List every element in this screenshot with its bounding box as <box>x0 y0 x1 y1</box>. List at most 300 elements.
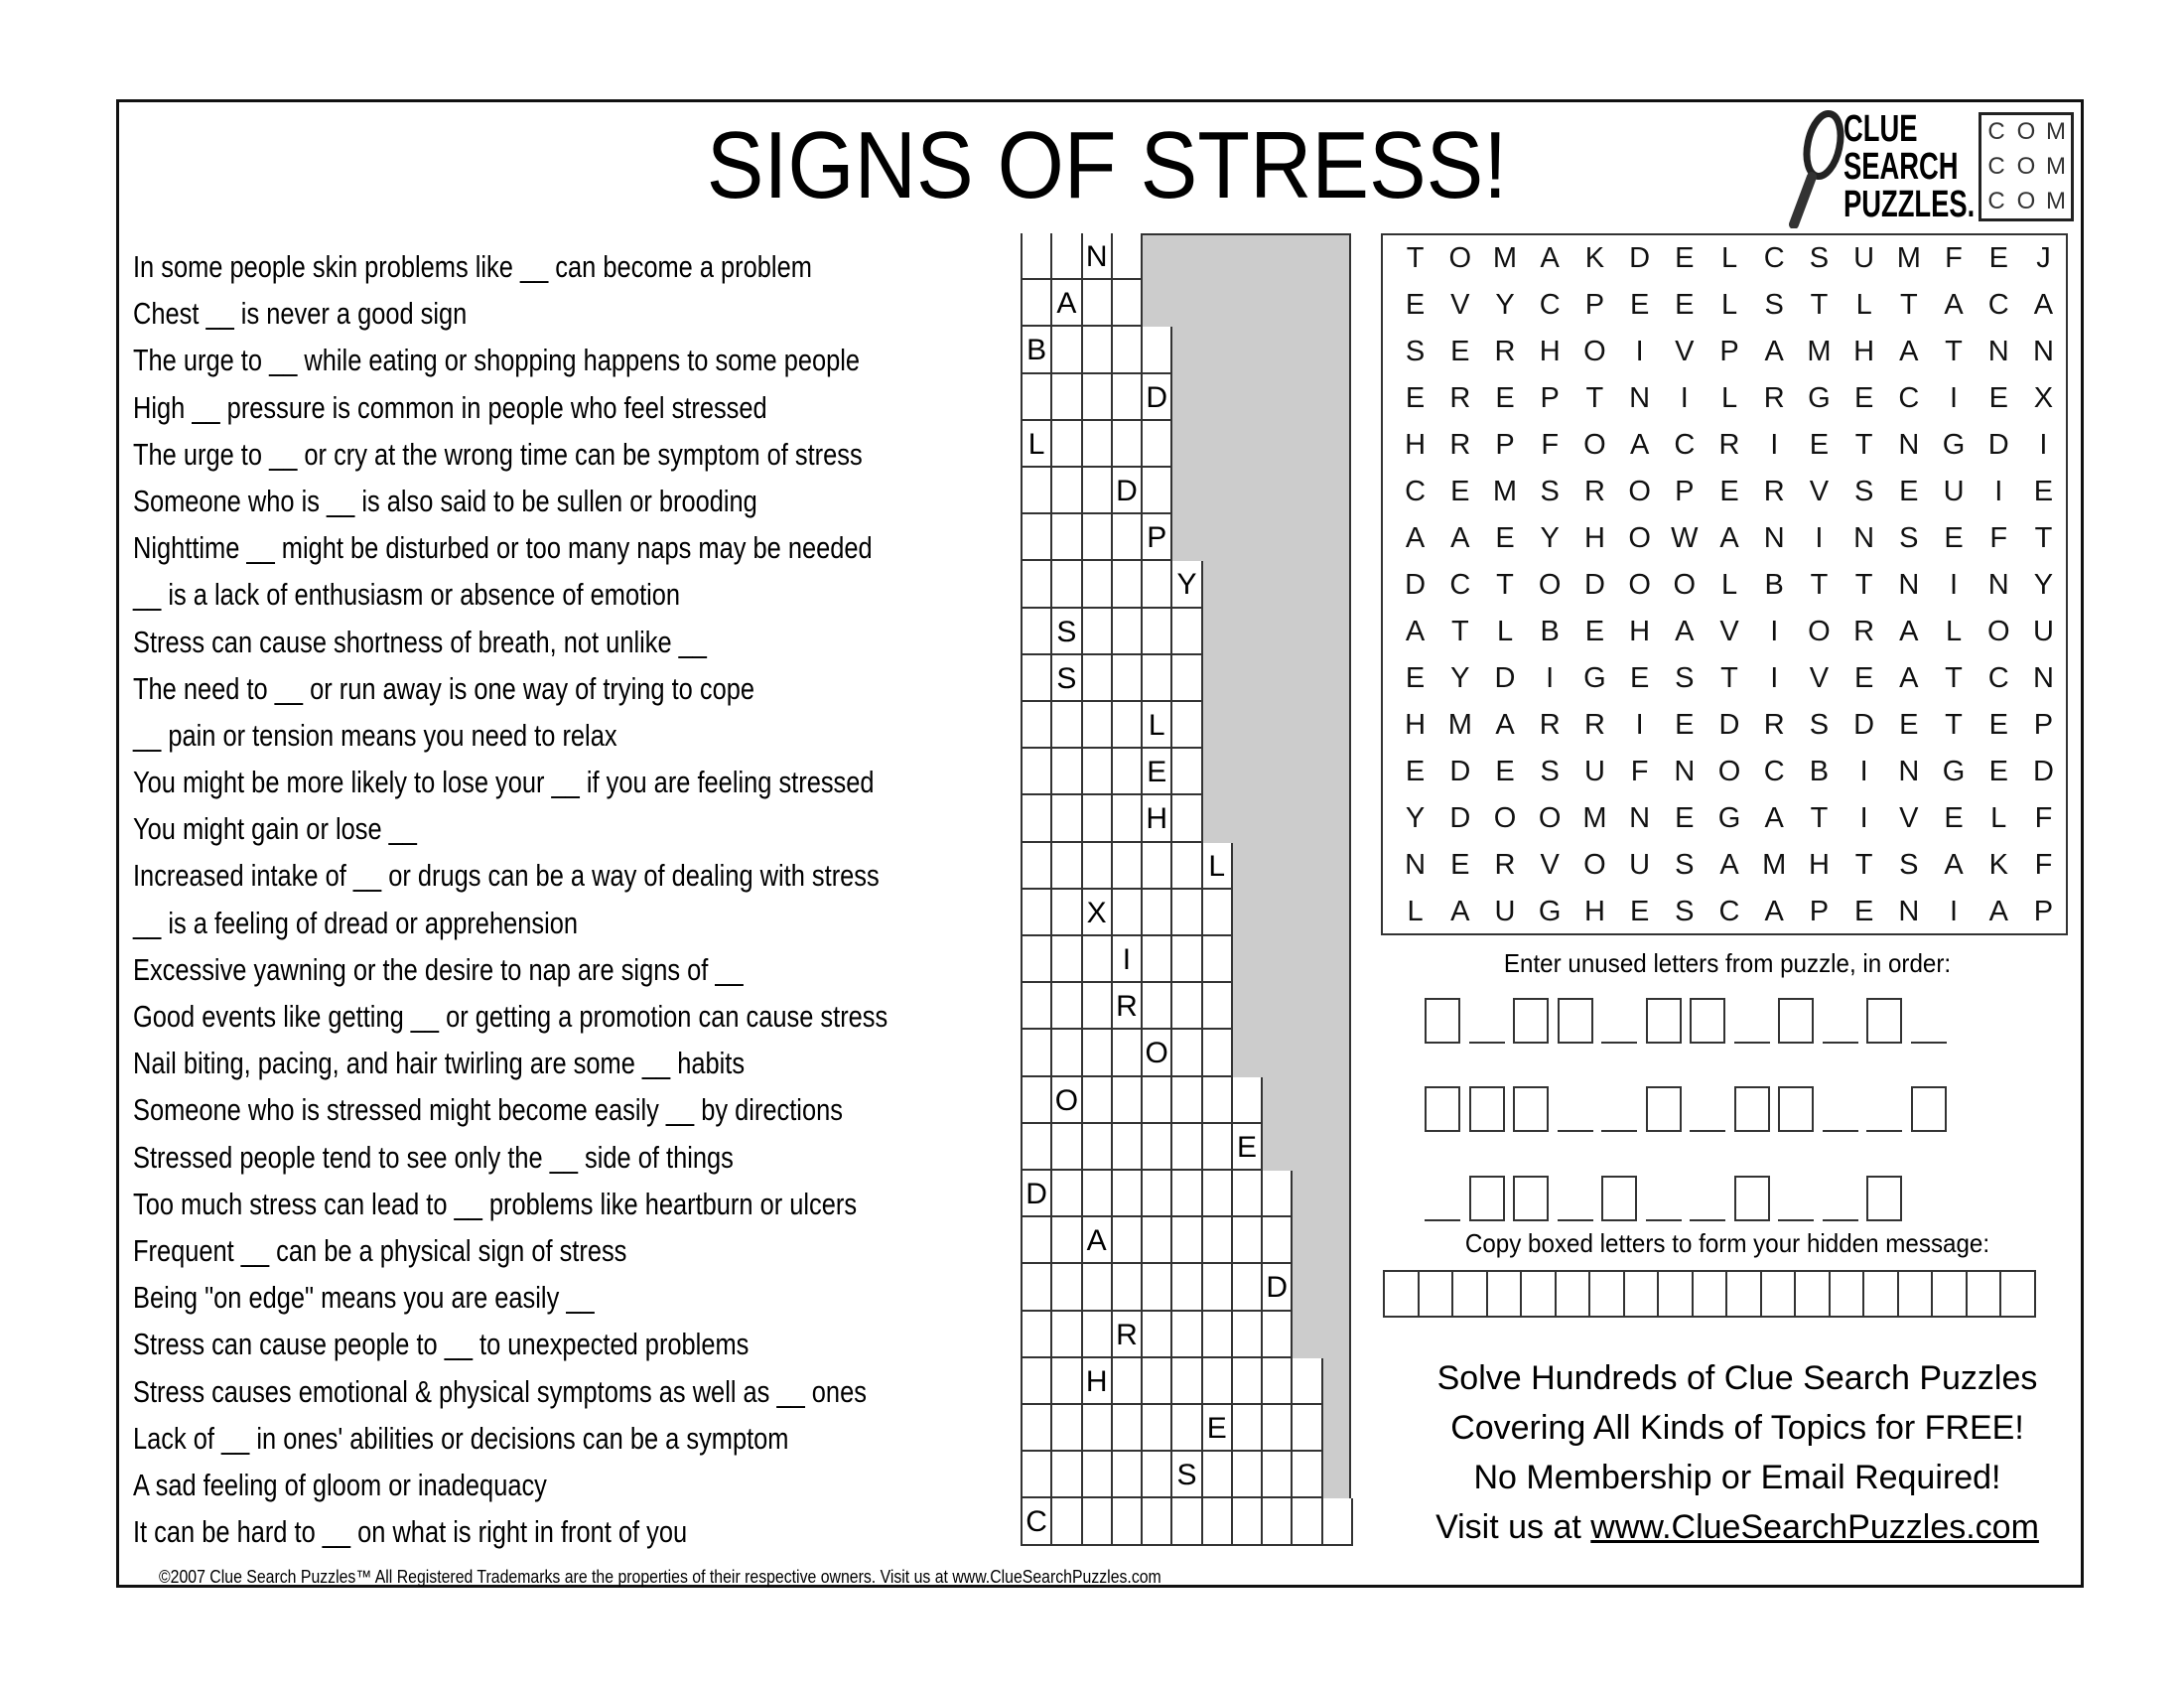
word-search-letter[interactable]: U <box>1629 849 1651 881</box>
answer-cell[interactable] <box>1233 1217 1263 1264</box>
word-search-letter[interactable]: A <box>1495 709 1515 741</box>
answer-cell[interactable] <box>1203 1077 1233 1124</box>
answer-cell[interactable] <box>1172 890 1202 936</box>
hidden-message-box[interactable] <box>1933 1272 1968 1316</box>
answer-cell[interactable] <box>1083 1077 1113 1124</box>
word-search-letter[interactable]: R <box>1583 709 1605 741</box>
answer-cell[interactable] <box>1083 1171 1113 1217</box>
word-search-letter[interactable]: V <box>1450 289 1470 321</box>
answer-cell[interactable] <box>1052 936 1082 983</box>
word-search-letter[interactable]: N <box>1898 429 1920 461</box>
answer-cell[interactable] <box>1143 890 1172 936</box>
answer-cell[interactable] <box>1203 1312 1233 1358</box>
word-search-letter[interactable]: E <box>1495 522 1515 554</box>
word-search-letter[interactable]: D <box>1494 662 1516 694</box>
boxed-letter-slot[interactable] <box>1558 998 1593 1044</box>
word-search-letter[interactable]: E <box>1809 429 1830 461</box>
word-search-letter[interactable]: R <box>1539 709 1561 741</box>
clue-search-logo[interactable] <box>1782 107 2082 228</box>
answer-cell[interactable] <box>1113 1264 1143 1311</box>
answer-cell[interactable]: I <box>1113 936 1143 983</box>
answer-cell[interactable] <box>1052 374 1082 421</box>
word-search-letter[interactable]: L <box>1407 896 1424 927</box>
answer-cell[interactable] <box>1023 936 1052 983</box>
answer-cell[interactable] <box>1023 1077 1052 1124</box>
answer-cell[interactable] <box>1023 749 1052 795</box>
word-search-letter[interactable]: E <box>1853 896 1874 927</box>
answer-cell[interactable] <box>1023 609 1052 655</box>
word-search-letter[interactable]: M <box>1447 709 1472 741</box>
word-search-letter[interactable]: T <box>1854 429 1873 461</box>
word-search-letter[interactable]: C <box>1987 289 2009 321</box>
word-search-letter[interactable]: F <box>2034 802 2053 834</box>
word-search-letter[interactable]: I <box>1635 336 1644 367</box>
hidden-message-box[interactable] <box>1385 1272 1420 1316</box>
word-search-letter[interactable]: R <box>1449 382 1471 414</box>
answer-cell[interactable] <box>1263 1358 1293 1405</box>
hidden-message-box[interactable] <box>1522 1272 1557 1316</box>
word-search-letter[interactable]: L <box>1720 289 1738 321</box>
word-search-letter[interactable]: M <box>1896 242 1921 274</box>
word-search-letter[interactable]: C <box>1718 896 1740 927</box>
answer-cell[interactable] <box>1203 983 1233 1030</box>
letter-blank[interactable] <box>1778 1176 1814 1221</box>
answer-cell[interactable] <box>1172 609 1202 655</box>
word-search-letter[interactable]: C <box>1449 569 1471 601</box>
letter-blank[interactable] <box>1823 1086 1858 1132</box>
word-search-letter[interactable]: W <box>1671 522 1699 554</box>
letter-blank[interactable] <box>1601 1086 1637 1132</box>
answer-cell[interactable] <box>1172 983 1202 1030</box>
word-search-letter[interactable]: T <box>1810 289 1829 321</box>
answer-cell[interactable] <box>1263 1217 1293 1264</box>
word-search-letter[interactable]: U <box>1494 896 1516 927</box>
word-search-letter[interactable]: I <box>1815 522 1824 554</box>
word-search-letter[interactable]: S <box>1405 336 1426 367</box>
answer-cell[interactable] <box>1052 1264 1082 1311</box>
word-search-letter[interactable]: N <box>1405 849 1427 881</box>
answer-cell[interactable] <box>1172 1171 1202 1217</box>
answer-cell[interactable] <box>1052 233 1082 280</box>
word-search-letter[interactable]: L <box>1990 802 2007 834</box>
word-search-letter[interactable]: G <box>1717 802 1741 834</box>
answer-cell[interactable]: O <box>1143 1030 1172 1076</box>
word-search-letter[interactable]: S <box>1675 662 1695 694</box>
answer-cell[interactable] <box>1052 1405 1082 1452</box>
word-search-letter[interactable]: R <box>1494 336 1516 367</box>
answer-cell[interactable] <box>1143 655 1172 702</box>
word-search-letter[interactable]: T <box>1720 662 1738 694</box>
hidden-message-box[interactable] <box>1694 1272 1728 1316</box>
word-search-letter[interactable]: E <box>1899 476 1919 507</box>
answer-cell[interactable] <box>1023 1124 1052 1171</box>
word-search-letter[interactable]: I <box>1635 709 1644 741</box>
word-search-letter[interactable]: U <box>1583 756 1605 787</box>
answer-cell[interactable] <box>1083 843 1113 890</box>
boxed-letter-slot[interactable] <box>1778 1086 1814 1132</box>
answer-cell[interactable] <box>1083 514 1113 561</box>
answer-cell[interactable] <box>1143 468 1172 514</box>
word-search-letter[interactable]: A <box>1405 522 1426 554</box>
word-search-letter[interactable]: B <box>1540 616 1560 647</box>
word-search-letter[interactable]: H <box>1405 709 1427 741</box>
word-search-letter[interactable]: A <box>2033 289 2054 321</box>
answer-cell[interactable] <box>1083 936 1113 983</box>
answer-cell[interactable]: P <box>1143 514 1172 561</box>
answer-cell[interactable] <box>1052 468 1082 514</box>
word-search-letter[interactable]: T <box>1945 709 1963 741</box>
answer-cell[interactable]: R <box>1113 983 1143 1030</box>
answer-cell[interactable] <box>1293 1452 1322 1498</box>
answer-cell[interactable] <box>1083 421 1113 468</box>
word-search-letter[interactable]: H <box>1583 522 1605 554</box>
word-search-letter[interactable]: O <box>1628 569 1651 601</box>
word-search-letter[interactable]: A <box>1540 242 1560 274</box>
hidden-message-box[interactable] <box>1831 1272 1865 1316</box>
word-search-letter[interactable]: F <box>1945 242 1963 274</box>
answer-cell[interactable] <box>1052 795 1082 842</box>
answer-cell[interactable] <box>1143 1124 1172 1171</box>
answer-cell[interactable] <box>1052 843 1082 890</box>
answer-cell[interactable] <box>1263 1452 1293 1498</box>
answer-cell[interactable] <box>1083 1452 1113 1498</box>
word-search-letter[interactable]: P <box>1584 289 1605 321</box>
answer-cell[interactable] <box>1083 327 1113 373</box>
answer-cell[interactable] <box>1203 1030 1233 1076</box>
word-search-letter[interactable]: T <box>1945 662 1963 694</box>
answer-cell[interactable] <box>1052 749 1082 795</box>
word-search-letter[interactable]: S <box>1540 476 1560 507</box>
answer-cell[interactable]: S <box>1172 1452 1202 1498</box>
answer-cell[interactable] <box>1143 1405 1172 1452</box>
word-search-letter[interactable]: O <box>1583 336 1606 367</box>
word-search-letter[interactable]: C <box>1763 242 1785 274</box>
answer-cell[interactable] <box>1233 1171 1263 1217</box>
answer-cell[interactable]: E <box>1203 1405 1233 1452</box>
answer-cell[interactable] <box>1083 609 1113 655</box>
letter-blank[interactable] <box>1558 1176 1593 1221</box>
boxed-letter-slot[interactable] <box>1911 1086 1947 1132</box>
word-search-letter[interactable]: O <box>1493 802 1517 834</box>
letter-blank[interactable] <box>1425 1176 1460 1221</box>
answer-cell[interactable]: B <box>1023 327 1052 373</box>
boxed-letter-slot[interactable] <box>1778 998 1814 1044</box>
hidden-message-box[interactable] <box>1899 1272 1934 1316</box>
word-search-letter[interactable]: A <box>1719 849 1739 881</box>
word-search-letter[interactable]: D <box>1853 709 1875 741</box>
word-search-letter[interactable]: K <box>1584 242 1605 274</box>
answer-cell[interactable]: O <box>1052 1077 1082 1124</box>
answer-cell[interactable] <box>1172 655 1202 702</box>
boxed-letter-slot[interactable] <box>1866 998 1902 1044</box>
boxed-letter-slot[interactable] <box>1513 1176 1549 1221</box>
answer-cell[interactable] <box>1233 1405 1263 1452</box>
word-search-letter[interactable]: E <box>1675 289 1695 321</box>
answer-cell[interactable] <box>1233 1077 1263 1124</box>
word-search-letter[interactable]: A <box>1944 849 1964 881</box>
answer-cell[interactable] <box>1143 936 1172 983</box>
word-search-letter[interactable]: T <box>1496 569 1514 601</box>
word-search-letter[interactable]: K <box>1988 849 2008 881</box>
answer-cell[interactable] <box>1203 1358 1233 1405</box>
word-search-letter[interactable]: V <box>1719 616 1739 647</box>
answer-cell[interactable] <box>1293 1498 1322 1545</box>
word-search-letter[interactable]: F <box>1541 429 1560 461</box>
word-search-letter[interactable]: P <box>1809 896 1830 927</box>
word-search-letter[interactable]: P <box>1495 429 1515 461</box>
answer-cell[interactable]: C <box>1023 1498 1052 1545</box>
word-search-letter[interactable]: A <box>1405 616 1426 647</box>
word-search-letter[interactable]: L <box>1720 382 1738 414</box>
word-search-letter[interactable]: N <box>1629 382 1651 414</box>
word-search-letter[interactable]: I <box>1680 382 1689 414</box>
answer-cell[interactable]: R <box>1113 1312 1143 1358</box>
word-search-letter[interactable]: H <box>1808 849 1830 881</box>
word-search-letter[interactable]: A <box>1675 616 1695 647</box>
answer-cell[interactable] <box>1083 795 1113 842</box>
answer-cell[interactable] <box>1113 280 1143 327</box>
answer-cell[interactable] <box>1143 1264 1172 1311</box>
word-search-letter[interactable]: R <box>1718 429 1740 461</box>
word-search-letter[interactable]: L <box>1720 569 1738 601</box>
word-search-letter[interactable]: L <box>1945 616 1963 647</box>
word-search-letter[interactable]: O <box>1448 242 1472 274</box>
answer-cell[interactable] <box>1172 1124 1202 1171</box>
word-search-letter[interactable]: M <box>1762 849 1787 881</box>
answer-cell[interactable]: H <box>1143 795 1172 842</box>
answer-cell[interactable] <box>1263 1405 1293 1452</box>
word-search-letter[interactable]: C <box>1539 289 1561 321</box>
word-search-letter[interactable]: A <box>1719 522 1739 554</box>
hidden-message-box[interactable] <box>1864 1272 1899 1316</box>
boxed-letter-slot[interactable] <box>1646 998 1682 1044</box>
answer-cell[interactable] <box>1023 374 1052 421</box>
word-search-letter[interactable]: A <box>1764 802 1784 834</box>
word-search-letter[interactable]: F <box>1630 756 1649 787</box>
letter-blank[interactable] <box>1690 1176 1725 1221</box>
word-search-letter[interactable]: I <box>2039 429 2048 461</box>
hidden-message-box[interactable] <box>1488 1272 1523 1316</box>
word-search-letter[interactable]: P <box>2033 896 2054 927</box>
word-search-letter[interactable]: I <box>1950 896 1959 927</box>
word-search-letter[interactable]: Y <box>1495 289 1515 321</box>
word-search-letter[interactable]: A <box>1944 289 1964 321</box>
answer-cell[interactable] <box>1233 1358 1263 1405</box>
letter-blank[interactable] <box>1866 1086 1902 1132</box>
answer-cell[interactable] <box>1172 1405 1202 1452</box>
word-search-letter[interactable]: M <box>1807 336 1832 367</box>
answer-cell[interactable] <box>1052 983 1082 1030</box>
answer-cell[interactable] <box>1203 1264 1233 1311</box>
answer-cell[interactable] <box>1203 1498 1233 1545</box>
word-search-letter[interactable]: D <box>1405 569 1427 601</box>
answer-cell[interactable] <box>1172 749 1202 795</box>
answer-cell[interactable] <box>1083 1312 1113 1358</box>
word-search-letter[interactable]: A <box>1899 662 1919 694</box>
word-search-letter[interactable]: E <box>1495 756 1515 787</box>
letter-blank[interactable] <box>1646 1176 1682 1221</box>
word-search-letter[interactable]: L <box>1720 242 1738 274</box>
hidden-message-box[interactable] <box>1590 1272 1625 1316</box>
answer-cell[interactable] <box>1052 421 1082 468</box>
word-search-letter[interactable]: V <box>1540 849 1560 881</box>
boxed-letter-slot[interactable] <box>1734 1176 1770 1221</box>
word-search-letter[interactable]: M <box>1492 476 1518 507</box>
word-search-letter[interactable]: E <box>1450 476 1470 507</box>
answer-cell[interactable] <box>1052 327 1082 373</box>
answer-cell[interactable] <box>1172 1312 1202 1358</box>
word-search-letter[interactable]: V <box>1809 662 1830 694</box>
word-search-letter[interactable]: E <box>1944 522 1964 554</box>
answer-cell[interactable] <box>1172 1217 1202 1264</box>
word-search-letter[interactable]: T <box>2034 522 2053 554</box>
answer-cell[interactable]: D <box>1113 468 1143 514</box>
boxed-letter-slot[interactable] <box>1425 998 1460 1044</box>
word-search-letter[interactable]: D <box>1449 756 1471 787</box>
answer-cell[interactable] <box>1023 1358 1052 1405</box>
word-search-letter[interactable]: A <box>1899 616 1919 647</box>
word-search-letter[interactable]: U <box>2032 616 2054 647</box>
word-search-letter[interactable]: C <box>1674 429 1696 461</box>
hidden-message-box[interactable] <box>1659 1272 1694 1316</box>
answer-cell[interactable] <box>1263 1171 1293 1217</box>
boxed-letter-slot[interactable] <box>1646 1086 1682 1132</box>
answer-cell[interactable] <box>1113 795 1143 842</box>
word-search-letter[interactable]: S <box>1675 896 1695 927</box>
answer-cell[interactable] <box>1172 795 1202 842</box>
word-search-letter[interactable]: U <box>1853 242 1875 274</box>
answer-cell[interactable] <box>1113 1171 1143 1217</box>
answer-cell[interactable]: N <box>1083 233 1113 280</box>
answer-cell[interactable] <box>1143 1498 1172 1545</box>
word-search-letter[interactable]: N <box>1898 896 1920 927</box>
hidden-message-box[interactable] <box>1727 1272 1762 1316</box>
word-search-letter[interactable]: R <box>1494 849 1516 881</box>
word-search-letter[interactable]: C <box>1405 476 1427 507</box>
answer-cell[interactable] <box>1113 327 1143 373</box>
word-search-letter[interactable]: C <box>1763 756 1785 787</box>
answer-cell[interactable] <box>1143 1077 1172 1124</box>
word-search-letter[interactable]: G <box>1583 662 1606 694</box>
word-search-letter[interactable]: H <box>1539 336 1561 367</box>
answer-cell[interactable] <box>1233 1312 1263 1358</box>
word-search-letter[interactable]: T <box>1899 289 1918 321</box>
answer-cell[interactable] <box>1052 890 1082 936</box>
answer-cell[interactable]: A <box>1052 280 1082 327</box>
word-search-letter[interactable]: S <box>1809 242 1830 274</box>
word-search-letter[interactable]: S <box>1809 709 1830 741</box>
answer-cell[interactable] <box>1023 1030 1052 1076</box>
letter-blank[interactable] <box>1734 998 1770 1044</box>
word-search-letter[interactable]: E <box>1853 662 1874 694</box>
word-search-letter[interactable]: R <box>1763 382 1785 414</box>
word-search-letter[interactable]: E <box>2033 476 2054 507</box>
answer-cell[interactable]: L <box>1023 421 1052 468</box>
word-search-letter[interactable]: O <box>1717 756 1741 787</box>
word-search-letter[interactable]: O <box>1628 476 1651 507</box>
answer-cell[interactable] <box>1083 1264 1113 1311</box>
answer-cell[interactable] <box>1023 890 1052 936</box>
hidden-message-box[interactable] <box>1557 1272 1591 1316</box>
word-search-letter[interactable]: S <box>1540 756 1560 787</box>
answer-cell[interactable] <box>1023 1452 1052 1498</box>
word-search-letter[interactable]: U <box>1943 476 1965 507</box>
answer-cell[interactable] <box>1233 1498 1263 1545</box>
answer-cell[interactable] <box>1113 890 1143 936</box>
word-search-letter[interactable]: T <box>1854 569 1873 601</box>
word-search-letter[interactable]: E <box>1629 289 1650 321</box>
answer-cell[interactable] <box>1143 327 1172 373</box>
answer-cell[interactable]: S <box>1052 609 1082 655</box>
word-search-letter[interactable]: H <box>1405 429 1427 461</box>
word-search-letter[interactable]: E <box>1675 709 1695 741</box>
word-search-letter[interactable]: M <box>1492 242 1518 274</box>
word-search-letter[interactable]: I <box>1994 476 2003 507</box>
answer-cell[interactable] <box>1203 1124 1233 1171</box>
answer-cell[interactable] <box>1023 1312 1052 1358</box>
answer-cell[interactable] <box>1083 468 1113 514</box>
answer-cell[interactable] <box>1113 1030 1143 1076</box>
answer-cell[interactable] <box>1113 374 1143 421</box>
answer-cell[interactable] <box>1113 561 1143 608</box>
word-search-letter[interactable]: E <box>1405 289 1426 321</box>
answer-cell[interactable] <box>1143 1358 1172 1405</box>
hidden-message-box[interactable] <box>1968 1272 2002 1316</box>
word-search-letter[interactable]: I <box>1546 662 1555 694</box>
answer-cell[interactable] <box>1083 983 1113 1030</box>
answer-cell[interactable] <box>1293 1405 1322 1452</box>
word-search-letter[interactable]: E <box>1450 849 1470 881</box>
answer-cell[interactable] <box>1263 1498 1293 1545</box>
answer-cell[interactable]: Y <box>1172 561 1202 608</box>
hidden-message-box[interactable] <box>1420 1272 1454 1316</box>
word-search-letter[interactable]: O <box>1673 569 1697 601</box>
answer-cell[interactable] <box>1113 1124 1143 1171</box>
answer-cell[interactable] <box>1233 1452 1263 1498</box>
word-search-letter[interactable]: Y <box>1405 802 1426 834</box>
answer-cell[interactable] <box>1083 702 1113 749</box>
word-search-letter[interactable]: A <box>1899 336 1919 367</box>
word-search-letter[interactable]: P <box>2033 709 2054 741</box>
answer-cell[interactable] <box>1083 749 1113 795</box>
word-search-letter[interactable]: R <box>1853 616 1875 647</box>
word-search-letter[interactable]: T <box>1945 336 1963 367</box>
answer-cell[interactable] <box>1113 1358 1143 1405</box>
answer-cell[interactable]: H <box>1083 1358 1113 1405</box>
answer-cell[interactable] <box>1023 1405 1052 1452</box>
answer-cell[interactable] <box>1113 749 1143 795</box>
boxed-letter-slot[interactable] <box>1469 1176 1505 1221</box>
answer-cell[interactable] <box>1052 1030 1082 1076</box>
word-search-letter[interactable]: N <box>1987 569 2009 601</box>
answer-cell[interactable] <box>1172 936 1202 983</box>
word-search-letter[interactable]: E <box>1450 336 1470 367</box>
word-search-letter[interactable]: O <box>1583 849 1606 881</box>
word-search-letter[interactable]: O <box>1628 522 1651 554</box>
word-search-letter[interactable]: T <box>1810 569 1829 601</box>
answer-cell[interactable] <box>1052 1124 1082 1171</box>
word-search-letter[interactable]: E <box>1405 382 1426 414</box>
boxed-letter-slot[interactable] <box>1690 998 1725 1044</box>
word-search-letter[interactable]: H <box>1583 896 1605 927</box>
answer-cell[interactable] <box>1143 843 1172 890</box>
answer-cell[interactable] <box>1172 1358 1202 1405</box>
answer-cell[interactable] <box>1203 1452 1233 1498</box>
word-search-letter[interactable]: Y <box>1450 662 1470 694</box>
answer-cell[interactable] <box>1143 1217 1172 1264</box>
word-search-letter[interactable]: O <box>1808 616 1831 647</box>
answer-cell[interactable] <box>1203 1171 1233 1217</box>
